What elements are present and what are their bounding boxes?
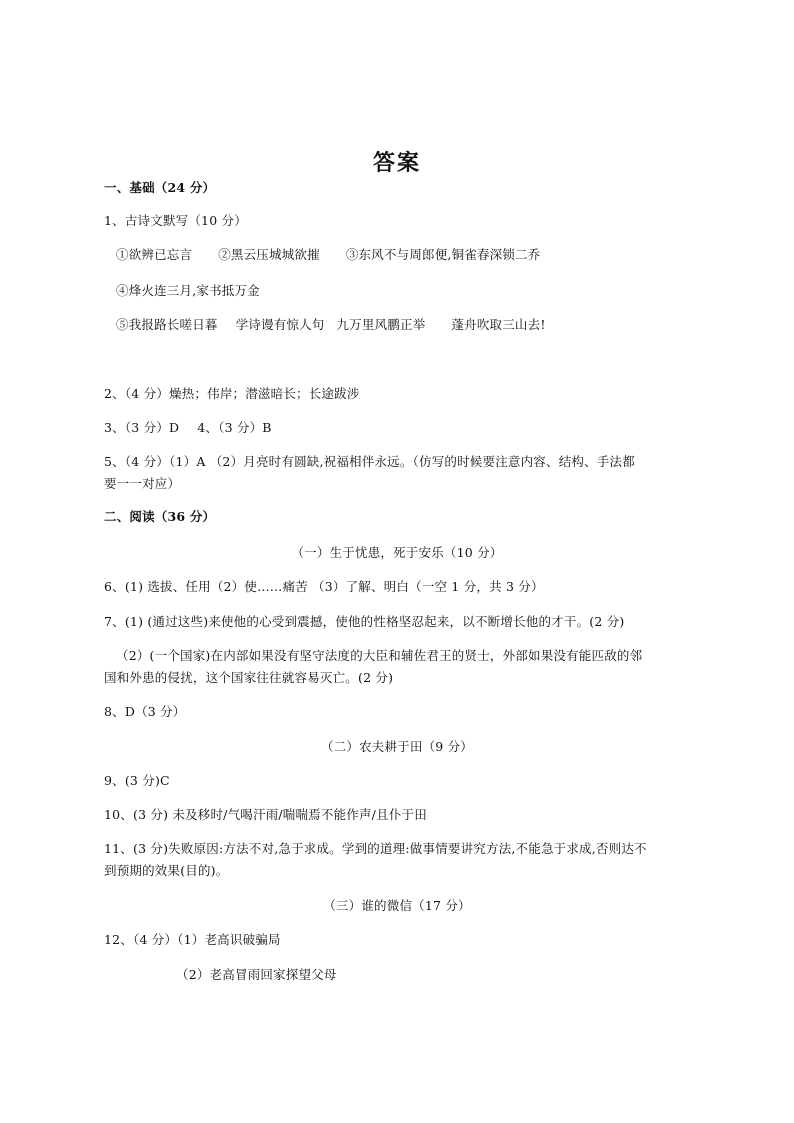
question-1-answers-row-5 bbox=[116, 317, 546, 333]
question-11-line-2: 到预期的效果(目的)。 bbox=[104, 863, 229, 878]
section-heading-reading: 二、阅读（36 分） bbox=[104, 509, 216, 524]
question-9: 9、(3 分)C bbox=[104, 773, 170, 788]
answer-1-5-part-3: 九万里风鹏正举 bbox=[336, 317, 426, 332]
page-title: 答案 bbox=[372, 150, 421, 176]
question-5-line-1: 5、（4 分）（1）A （2）月亮时有圆缺,祝福相伴永远。（仿写的时候要注意内容、结构、手法都 bbox=[104, 454, 635, 469]
question-8: 8、D（3 分） bbox=[104, 704, 186, 719]
question-1-answers-row-1 bbox=[116, 247, 541, 263]
question-3: 3、（3 分）D bbox=[104, 420, 180, 435]
question-11-line-1: 11、(3 分)失败原因:方法不对,急于求成。学到的道理:做事情要讲究方法,不能急于求成,否则达不 bbox=[104, 841, 647, 856]
answer-1-3: ③东风不与周郎便,铜雀春深锁二乔 bbox=[345, 247, 541, 262]
question-5-line-2: 要一一对应） bbox=[104, 476, 181, 491]
reading-part-1-title: （一）生于忧患，死于安乐（10 分） bbox=[291, 545, 503, 560]
answer-1-1: ①欲辨已忘言 bbox=[116, 247, 193, 262]
question-12-2: （2）老高冒雨回家探望父母 bbox=[176, 967, 337, 982]
question-4: 4、（3 分）B bbox=[197, 420, 272, 435]
question-10: 10、(3 分) 未及移时/气喝汗雨/喘喘焉不能作声/且仆于田 bbox=[104, 807, 427, 822]
question-7-2-line-1: （2）(一个国家)在内部如果没有坚守法度的大臣和辅佐君王的贤士，外部如果没有能匹敌的邻 bbox=[116, 648, 643, 663]
question-3-4-row bbox=[104, 420, 272, 436]
answer-1-5-part-2: 学诗谩有惊人句 bbox=[235, 317, 325, 332]
reading-part-3-title: （三）谁的微信（17 分） bbox=[323, 898, 471, 913]
answer-1-5-part-4: 蓬舟吹取三山去! bbox=[451, 317, 546, 332]
question-2: 2、（4 分）燥热；伟岸；潜滋暗长；长途跋涉 bbox=[104, 386, 360, 401]
section-heading-basics: 一、基础（24 分） bbox=[104, 180, 216, 195]
answer-1-5-part-1: ⑤我报路长嗟日暮 bbox=[116, 317, 218, 332]
question-6: 6、(1) 选拔、任用（2）使……痛苦 （3）了解、明白（一空 1 分，共 3 分） bbox=[104, 579, 544, 594]
question-7-2-line-2: 国和外患的侵扰，这个国家往往就容易灭亡。(2 分) bbox=[104, 670, 394, 685]
answer-1-4: ④烽火连三月,家书抵万金 bbox=[116, 283, 260, 298]
answer-1-2: ②黑云压城城欲摧 bbox=[218, 247, 320, 262]
question-7-1: 7、(1) (通过这些)来使他的心受到震撼，使他的性格坚忍起来，以不断增长他的才干。(2 分) bbox=[104, 614, 625, 629]
question-12-1: 12、（4 分）（1）老高识破骗局 bbox=[104, 932, 281, 947]
reading-part-2-title: （二）农夫耕于田（9 分） bbox=[320, 739, 474, 754]
question-1-label: 1、古诗文默写（10 分） bbox=[104, 213, 247, 228]
